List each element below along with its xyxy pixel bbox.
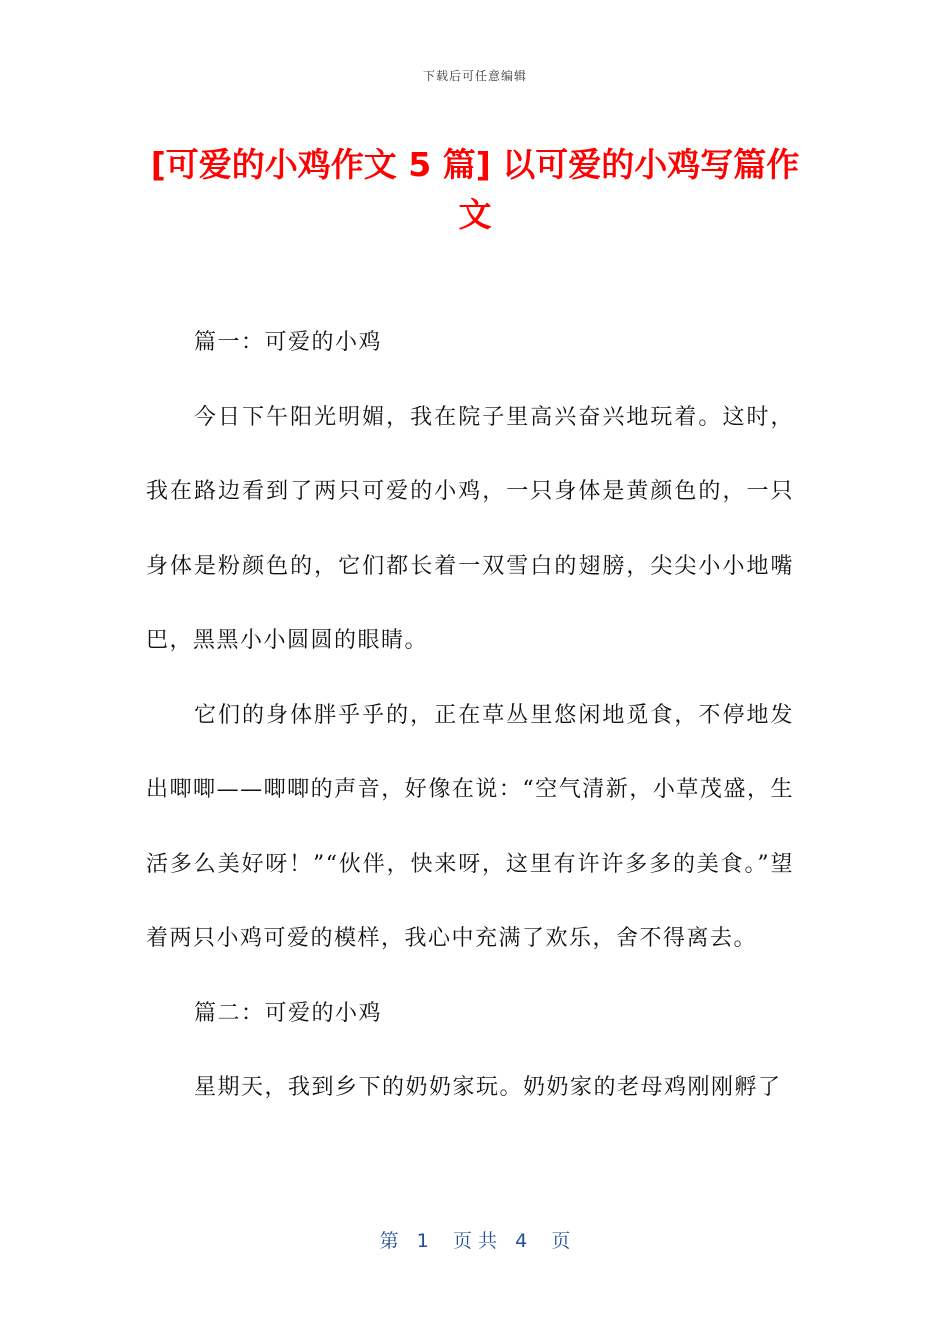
paragraph: 星期天，我到乡下的奶奶家玩。奶奶家的老母鸡刚刚孵了: [194, 1075, 782, 1100]
paragraph: 今日下午阳光明媚，我在院子里高兴奋兴地玩着。这时，我在路边看到了两只可爱的小鸡，一只身体是黄颜色的，一只身体是粉颜色的，它们都长着一双雪白的翅膀，尖尖小小地嘴巴，黑黑小小圆圆的眼睛。: [146, 404, 794, 653]
page-footer: 第 1 页 共 4 页: [379, 1230, 571, 1252]
section-heading-1: 篇一：可爱的小鸡: [194, 330, 383, 355]
document-title: [可爱的小鸡作文 5 篇] 以可爱的小鸡写篇作文: [150, 145, 800, 234]
paragraph: 它们的身体胖乎乎的，正在草丛里悠闲地觅食，不停地发出唧唧——唧唧的声音，好像在说：“空气清新，小草茂盛，生活多么美好呀！”“伙伴，快来呀，这里有许许多多的美食。”望着两只小鸡可爱的模样，我心中充满了欢乐，舍不得离去。: [146, 702, 794, 951]
section-heading-2: 篇二：可爱的小鸡: [194, 1000, 383, 1026]
document-body: [146, 306, 794, 1126]
header-note: 下载后可任意编辑: [422, 69, 527, 83]
